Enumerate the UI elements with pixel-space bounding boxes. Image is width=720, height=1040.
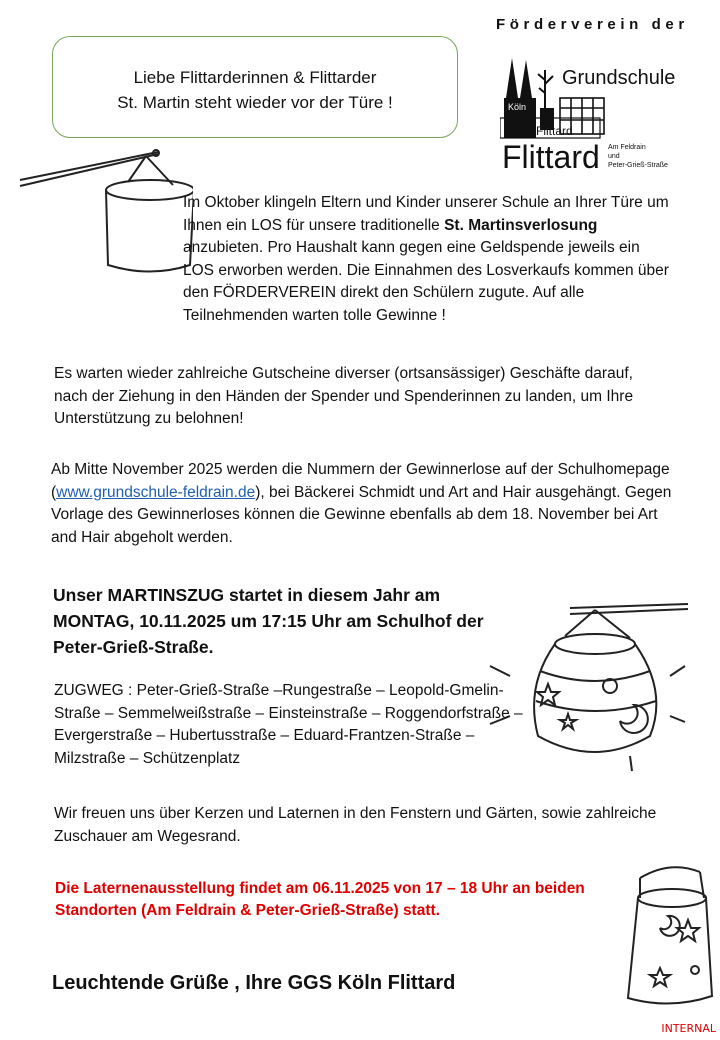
intro-paragraph <box>183 192 673 327</box>
school-logo <box>500 48 710 173</box>
greeting-line-1: Liebe Flittarderinnen & Flittarder <box>133 68 377 87</box>
logo-district: Flittard <box>502 139 600 173</box>
candles-paragraph: Wir freuen uns über Kerzen und Laternen in den Fenstern und Gärten, sowie zahlreiche Zuschauer am Wegesrand. <box>54 805 657 845</box>
martinszug-announcement: Unser MARTINSZUG startet in diesem Jahr am MONTAG, 10.11.2025 um 17:15 Uhr am Schulhof der Peter-Grieß-Straße. <box>53 585 484 657</box>
tree-icon <box>538 70 553 110</box>
logo-district-small: Flittard <box>536 124 573 138</box>
results-text-2: ), bei Bäckerei Schmidt und Art and Hair ausgehängt. Gegen Vorlage des Gewinnerloses können die Gewinne ebenfalls ab dem 18. November bei Art and Hair abgeholt werden. <box>51 483 672 546</box>
cathedral-icon <box>504 58 536 138</box>
homepage-link[interactable]: www.grundschule-feldrain.de <box>56 483 256 501</box>
greeting-box <box>52 36 458 138</box>
greeting-line-2: St. Martin steht wieder vor der Türe ! <box>117 93 393 112</box>
vouchers-paragraph: Es warten wieder zahlreiche Gutscheine diverser (ortsansässiger) Geschäfte darauf, nach der Ziehung in den Händen der Spender und Spenderinnen zu landen, um Ihre Unterstützung zu belohnen! <box>54 365 634 427</box>
intro-text-1: Im Oktober klingeln Eltern und Kinder unserer Schule an Ihrer Türe um Ihnen ein LOS für unsere traditionelle <box>183 194 669 234</box>
closing-greeting: Leuchtende Grüße , Ihre GGS Köln Flittard <box>52 972 456 994</box>
intro-bold-text: St. Martinsverlosung <box>444 216 598 234</box>
classification-label: INTERNAL <box>661 1022 716 1035</box>
logo-school-name: Grundschule <box>562 67 676 89</box>
header-org-label: Förderverein der <box>496 16 689 33</box>
exhibition-notice: Die Laternenausstellung findet am 06.11.2025 von 17 – 18 Uhr an beiden Standorten (Am Feldrain & Peter-Grieß-Straße) statt. <box>55 880 585 919</box>
logo-city: Köln <box>508 102 527 112</box>
results-paragraph <box>51 459 681 549</box>
logo-address-3: Peter-Grieß-Straße <box>608 162 668 169</box>
logo-address-1: Am Feldrain <box>608 144 646 151</box>
results-text-1: Ab Mitte November 2025 werden die Nummern der Gewinnerlose auf der Schulhomepage ( <box>51 461 670 501</box>
intro-text-2: anzubieten. Pro Haushalt kann gegen eine Geldspende jeweils ein LOS erworben werden. Die Einnahmen des Losverkaufs kommen über den FÖRDERVEREIN direkt den Schülern zugute. Auf alle Teilnehmenden warten tolle Gewinne ! <box>183 239 669 324</box>
route-paragraph: ZUGWEG : Peter-Grieß-Straße –Rungestraße – Leopold-Gmelin-Straße – Semmelweißstraße – Einsteinstraße – Roggendorfstraße – Evergerstraße – Hubertusstraße – Eduard-Frantzen-Straße – Milzstraße – Schützenplatz <box>54 682 523 767</box>
moon-lantern-icon <box>600 858 715 1008</box>
logo-address-2: und <box>608 153 620 160</box>
lantern-icon <box>18 140 193 280</box>
